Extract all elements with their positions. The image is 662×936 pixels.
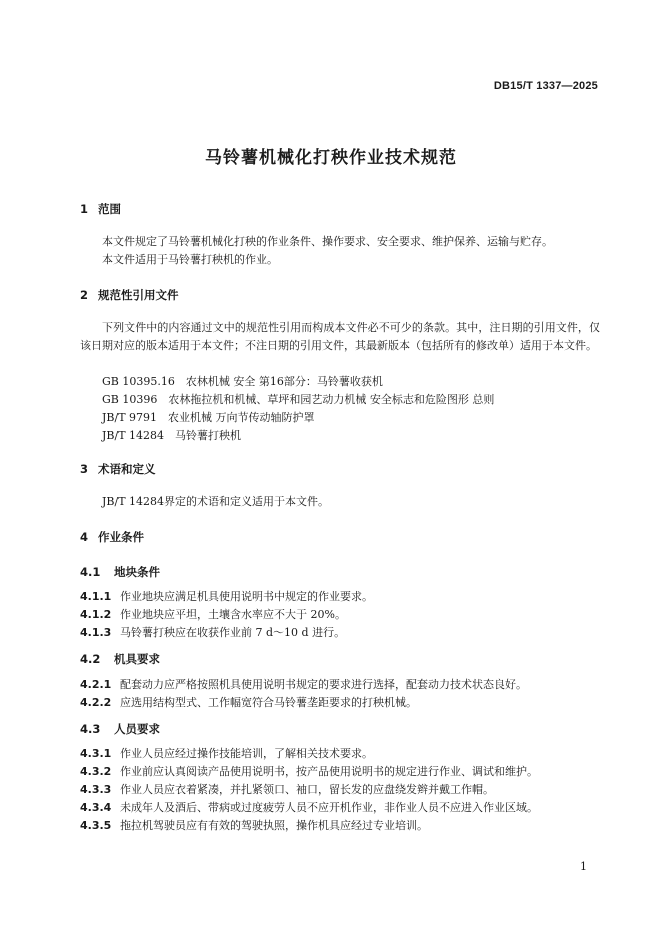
section-2-para: 下列文件中的内容通过文中的规范性引用而构成本文件必不可少的条款。其中，注日期的引用文件，仅该日期对应的版本适用于本文件；不注日期的引用文件，其最新版本（包括所有的修改单）适用于本文件。 (80, 321, 600, 352)
clause-item (80, 694, 417, 712)
reference-item: JB/T 9791 农业机械 万向节传动轴防护罩 (102, 411, 315, 424)
page-number: 1 (580, 860, 587, 873)
section-title: 范围 (98, 202, 121, 216)
clause-item (80, 745, 373, 763)
subsection-4-3-heading (80, 721, 160, 737)
reference-item: GB 10396 农林拖拉机和机械、草坪和园艺动力机械 安全标志和危险图形 总则 (102, 393, 495, 406)
subsection-number: 4.1 (80, 565, 101, 579)
clause-number: 4.2.2 (80, 696, 112, 709)
clause-item (80, 763, 538, 781)
section-title: 作业条件 (98, 530, 144, 544)
clause-item (80, 799, 538, 817)
subsection-4-1-heading (80, 564, 160, 580)
section-number: 2 (80, 288, 89, 302)
section-4-heading (80, 529, 144, 545)
section-number: 3 (80, 462, 89, 476)
section-number: 1 (80, 202, 89, 216)
document-title: 马铃薯机械化打秧作业技术规范 (205, 148, 457, 168)
subsection-title: 机具要求 (114, 652, 160, 666)
clause-item (80, 606, 346, 624)
section-1-heading (80, 201, 121, 217)
clause-text: 马铃薯打秧应在收获作业前 7 d～10 d 进行。 (120, 626, 346, 639)
subsection-4-2-heading (80, 651, 160, 667)
clause-number: 4.1.1 (80, 590, 112, 603)
section-number: 4 (80, 530, 89, 544)
clause-number: 4.3.3 (80, 783, 112, 796)
clause-item (80, 817, 428, 835)
clause-text: 作业地块应平坦，土壤含水率应不大于 20%。 (120, 608, 346, 621)
clause-text: 作业前应认真阅读产品使用说明书，按产品使用说明书的规定进行作业、调试和维护。 (120, 765, 538, 778)
subsection-number: 4.2 (80, 652, 101, 666)
section-1-para-2: 本文件适用于马铃薯打秧机的作业。 (102, 253, 278, 266)
section-2-heading (80, 287, 179, 303)
clause-item (80, 676, 527, 694)
clause-item (80, 588, 373, 606)
clause-number: 4.3.5 (80, 819, 112, 832)
clause-number: 4.3.2 (80, 765, 112, 778)
section-title: 规范性引用文件 (98, 288, 179, 302)
clause-text: 应选用结构型式、工作幅宽符合马铃薯垄距要求的打秧机械。 (120, 696, 417, 709)
subsection-title: 地块条件 (114, 565, 160, 579)
clause-text: 作业人员应经过操作技能培训，了解相关技术要求。 (120, 747, 373, 760)
clause-number: 4.3.4 (80, 801, 112, 814)
document-code: DB15/T 1337—2025 (493, 80, 598, 92)
section-1-para-1: 本文件规定了马铃薯机械化打秧的作业条件、操作要求、安全要求、维护保养、运输与贮存。 (102, 235, 553, 248)
clause-text: 配套动力应严格按照机具使用说明书规定的要求进行选择，配套动力技术状态良好。 (120, 678, 527, 691)
reference-item: GB 10395.16 农林机械 安全 第16部分：马铃薯收获机 (102, 375, 383, 388)
clause-item (80, 624, 345, 642)
clause-text: 未成年人及酒后、带病或过度疲劳人员不应开机作业，非作业人员不应进入作业区域。 (120, 801, 538, 814)
section-title: 术语和定义 (98, 462, 156, 476)
clause-text: 拖拉机驾驶员应有有效的驾驶执照，操作机具应经过专业培训。 (120, 819, 428, 832)
section-3-para: JB/T 14284界定的术语和定义适用于本文件。 (102, 495, 330, 508)
subsection-title: 人员要求 (114, 722, 160, 736)
section-3-heading (80, 461, 156, 477)
subsection-number: 4.3 (80, 722, 101, 736)
clause-number: 4.1.3 (80, 626, 112, 639)
clause-number: 4.2.1 (80, 678, 112, 691)
clause-item (80, 781, 494, 799)
clause-text: 作业人员应衣着紧凑，并扎紧领口、袖口，留长发的应盘绕发辫并戴工作帽。 (120, 783, 494, 796)
reference-item: JB/T 14284 马铃薯打秧机 (102, 429, 242, 442)
clause-text: 作业地块应满足机具使用说明书中规定的作业要求。 (120, 590, 373, 603)
clause-number: 4.3.1 (80, 747, 112, 760)
clause-number: 4.1.2 (80, 608, 112, 621)
